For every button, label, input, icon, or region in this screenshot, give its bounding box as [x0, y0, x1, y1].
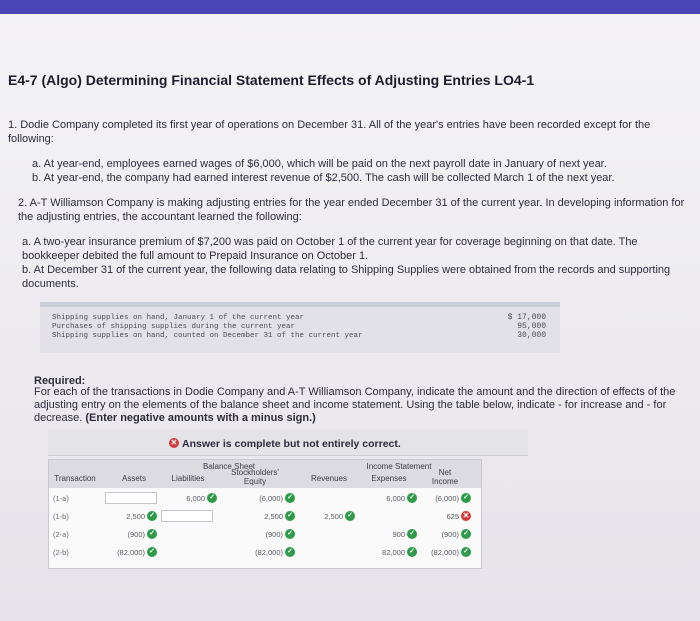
assets-input[interactable]: [105, 492, 157, 504]
answer-table: [48, 459, 482, 569]
group-income-statement: Income Statement: [366, 462, 432, 471]
supplies-value: $ 17,000: [507, 313, 546, 322]
supplies-label: Shipping supplies on hand, January 1 of the current year: [52, 314, 305, 322]
row-transaction: (2-b): [53, 548, 69, 557]
assets-value: 2,500: [126, 512, 145, 521]
supplies-value: 95,000: [517, 322, 546, 331]
revenues-value: 2,500: [324, 512, 343, 521]
check-icon: ✓: [461, 493, 471, 503]
supplies-label: Shipping supplies on hand, counted on December 31 of the current year: [52, 332, 363, 340]
q2-intro: 2. A-T Williamson Company is making adjusting entries for the year ended December 31 of the current year. In developing information for the adjusting entries, the accountant learned the following:: [18, 197, 685, 223]
group-balance-sheet: Balance Sheet: [202, 462, 256, 471]
liabilities-value: 6,000: [186, 494, 205, 503]
equity-value: (900): [265, 530, 283, 539]
net-income-value: (6,000): [435, 494, 459, 503]
q1-intro: 1. Dodie Company completed its first year of operations on December 31. All of the year's entries have been recorded except for the following:: [8, 119, 651, 145]
check-icon: ✓: [285, 493, 295, 503]
net-income-value: 625: [446, 512, 459, 521]
row-transaction: (1-b): [53, 512, 69, 521]
check-icon: ✓: [285, 529, 295, 539]
check-icon: ✓: [407, 547, 417, 557]
check-icon: ✓: [461, 547, 471, 557]
check-icon: ✓: [407, 529, 417, 539]
check-icon: ✓: [147, 547, 157, 557]
col-liabilities: Liabilities: [171, 474, 205, 483]
check-icon: ✓: [461, 529, 471, 539]
q1-a: a. At year-end, employees earned wages of $6,000, which will be paid on the next payroll date in January of next year.: [32, 158, 607, 170]
q2-b: b. At December 31 of the current year, the following data relating to Shipping Supplies were obtained from the records and supporting documents.: [22, 264, 671, 290]
incorrect-icon: ✕: [170, 438, 178, 447]
supplies-value: 30,000: [517, 331, 546, 340]
answer-banner: [48, 430, 528, 456]
q2-a: a. A two-year insurance premium of $7,200 was paid on October 1 of the current year for coverage beginning on that date. The bookkeeper debited the full amount to Prepaid Insurance on October 1.: [22, 236, 638, 262]
equity-value: 2,500: [264, 512, 283, 521]
check-icon: ✓: [285, 511, 295, 521]
equity-value: (82,000): [255, 548, 283, 557]
equity-value: (6,000): [259, 494, 283, 503]
col-net-income: Net Income: [431, 468, 459, 486]
col-revenues: Revenues: [310, 474, 348, 483]
check-icon: ✓: [345, 511, 355, 521]
col-expenses: Expenses: [371, 474, 407, 483]
q1-b: b. At year-end, the company had earned interest revenue of $2,500. The cash will be collected March 1 of the next year.: [32, 172, 615, 184]
required-heading: Required:: [34, 375, 86, 387]
check-icon: ✓: [147, 511, 157, 521]
check-icon: ✓: [285, 547, 295, 557]
assets-value: (82,000): [117, 548, 145, 557]
answer-banner-text: Answer is complete but not entirely correct.: [182, 438, 401, 450]
expenses-value: 82,000: [382, 548, 405, 557]
check-icon: ✓: [207, 493, 217, 503]
check-icon: ✓: [147, 529, 157, 539]
supplies-table: [40, 302, 560, 353]
expenses-value: 900: [392, 530, 405, 539]
assets-value: (900): [127, 530, 145, 539]
liabilities-input[interactable]: [161, 510, 213, 522]
incorrect-icon: ✕: [462, 511, 470, 520]
net-income-value: (82,000): [431, 548, 459, 557]
row-transaction: (1-a): [53, 494, 69, 503]
page-title: E4-7 (Algo) Determining Financial Statement Effects of Adjusting Entries LO4-1: [8, 72, 535, 88]
col-transaction: Transaction: [54, 474, 96, 483]
col-equity: Stockholders' Equity: [231, 468, 279, 486]
expenses-value: 6,000: [386, 494, 405, 503]
col-assets: Assets: [121, 474, 146, 483]
check-icon: ✓: [407, 493, 417, 503]
required-text: For each of the transactions in Dodie Company and A-T Williamson Company, indicate the amount and the direction of effects of the adjusting entry on the elements of the balance sheet and income statement. Using the table below, indicate - for increase and - for decrease. (Enter negative amounts with a minus sign.): [34, 386, 676, 424]
row-transaction: (2-a): [53, 530, 69, 539]
top-bar: [0, 0, 700, 14]
supplies-label: Purchases of shipping supplies during the current year: [52, 323, 296, 331]
net-income-value: (900): [441, 530, 459, 539]
